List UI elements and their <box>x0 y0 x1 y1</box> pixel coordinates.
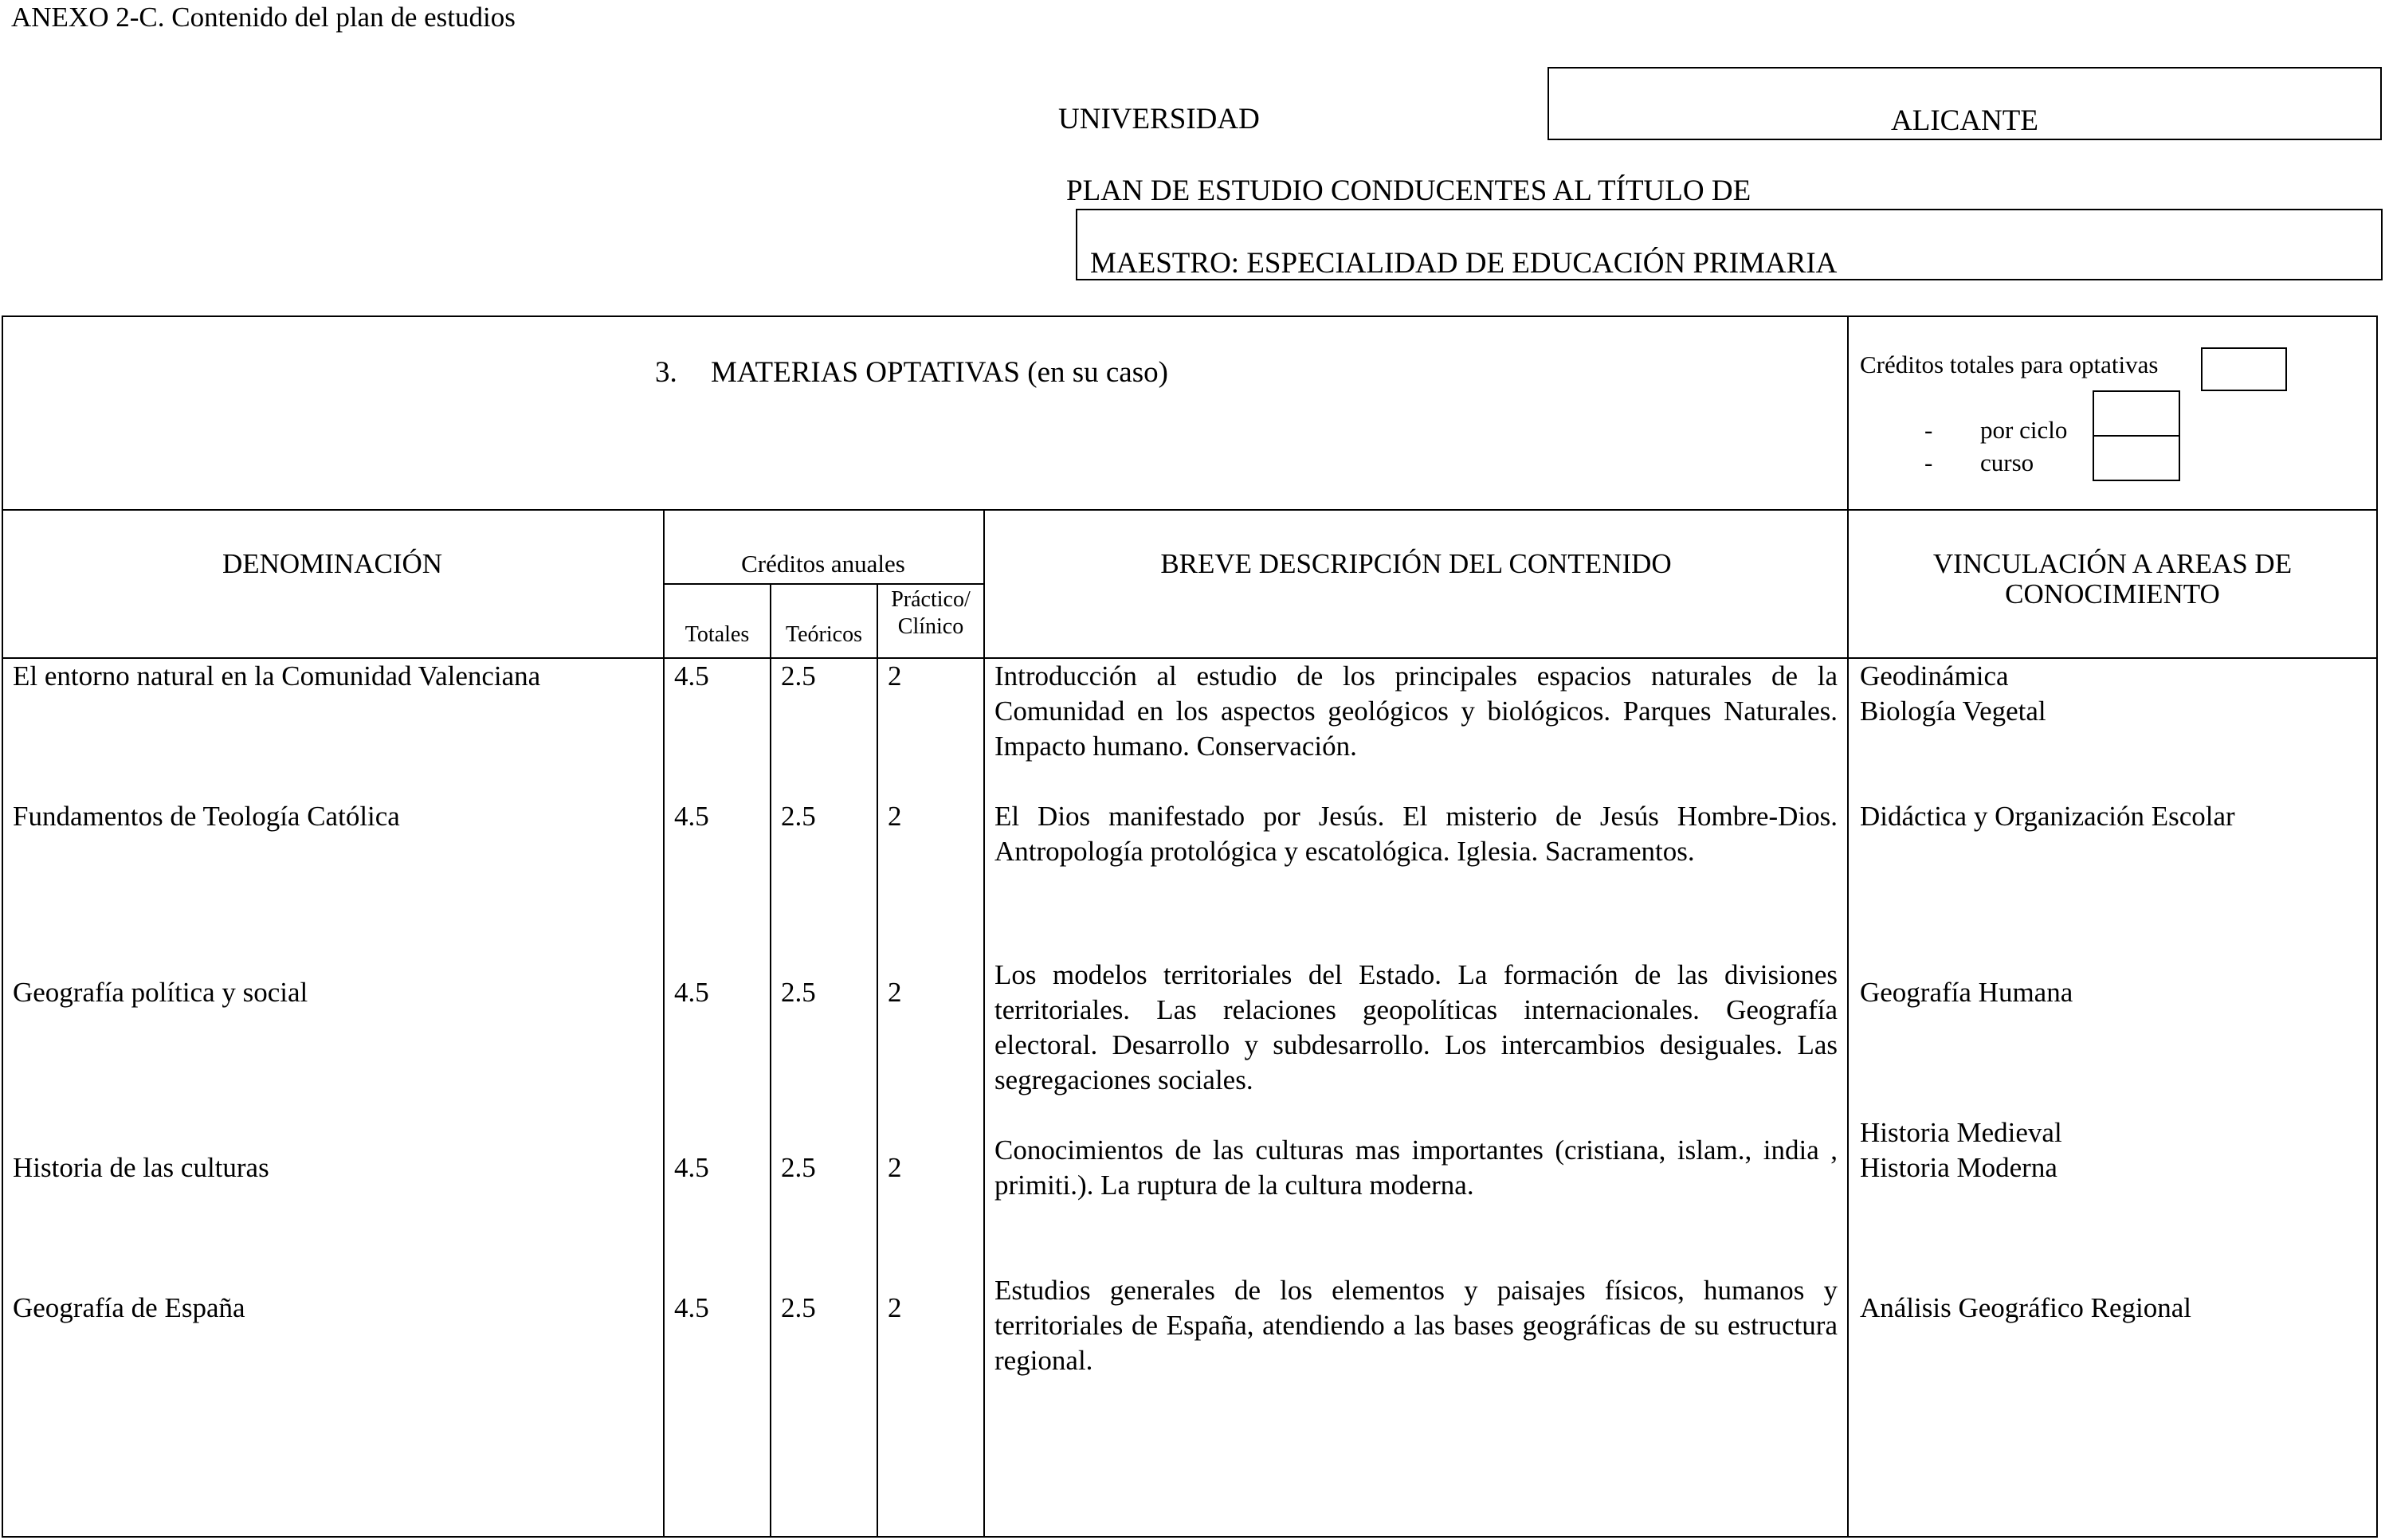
dash-por-ciclo: - <box>1924 416 1933 444</box>
creditos-subheader-line <box>663 583 983 585</box>
row-4-area-2: Historia Moderna <box>1860 1152 2057 1183</box>
col-creditos-anuales: Créditos anuales <box>741 550 905 578</box>
col-vinculacion-1: VINCULACIÓN A AREAS DE <box>1932 548 2293 579</box>
row-5-denominacion: Geografía de España <box>13 1292 245 1323</box>
row-2-teoricos: 2.5 <box>781 801 816 832</box>
row-2-totales: 4.5 <box>674 801 709 832</box>
annex-title: ANEXO 2-C. Contenido del plan de estudios <box>11 2 516 33</box>
university-box <box>1548 67 2382 140</box>
row-4-descripcion: Conocimientos de las culturas mas importantes (cristiana, islam., india , primiti.). La ruptura de la cultura moderna. <box>994 1134 1838 1201</box>
plan-title-value: MAESTRO: ESPECIALIDAD DE EDUCACIÓN PRIMARIA <box>1090 247 1838 280</box>
row-1-practico: 2 <box>888 660 902 692</box>
row-4-teoricos: 2.5 <box>781 1152 816 1183</box>
creditos-totales-label: Créditos totales para optativas <box>1860 351 2159 378</box>
por-ciclo-label: por ciclo <box>1980 416 2068 444</box>
dash-curso: - <box>1924 449 1933 476</box>
totales-divider <box>663 509 665 1538</box>
row-3-practico: 2 <box>888 977 902 1008</box>
row-5-totales: 4.5 <box>674 1292 709 1323</box>
row-1-descripcion: Introducción al estudio de los principales espacios naturales de la Comunidad en los aspectos geológicos y biológicos. Parques Naturales. Impacto humano. Conservación. <box>994 660 1838 762</box>
section-number: 3. <box>655 356 677 389</box>
row-2-denominacion: Fundamentos de Teología Católica <box>13 801 400 832</box>
col-denominacion: DENOMINACIÓN <box>222 548 443 579</box>
vinculacion-divider <box>1847 315 1849 1538</box>
plan-label: PLAN DE ESTUDIO CONDUCENTES AL TÍTULO DE <box>1066 174 1751 207</box>
row-5-area-1: Análisis Geográfico Regional <box>1860 1292 2192 1323</box>
row-4-totales: 4.5 <box>674 1152 709 1183</box>
row-1-area-2: Biología Vegetal <box>1860 696 2046 727</box>
curso-field <box>2093 435 2180 481</box>
row-2-area-1: Didáctica y Organización Escolar <box>1860 801 2235 832</box>
row-4-practico: 2 <box>888 1152 902 1183</box>
header-divider <box>2 509 2378 511</box>
teoricos-divider <box>770 583 771 1538</box>
row-4-area-1: Historia Medieval <box>1860 1117 2062 1148</box>
row-3-denominacion: Geografía política y social <box>13 977 308 1008</box>
row-3-teoricos: 2.5 <box>781 977 816 1008</box>
col-teoricos: Teóricos <box>785 622 862 647</box>
row-3-totales: 4.5 <box>674 977 709 1008</box>
row-3-descripcion: Los modelos territoriales del Estado. La formación de las divisiones territoriales. Las relaciones geopolíticas internacionales. Geografía electoral. Desarrollo y subdesarrollo. Los intercambios desiguales. Las segregaciones sociales. <box>994 959 1838 1095</box>
row-5-descripcion: Estudios generales de los elementos y paisajes físicos, humanos y territoriales de España, atendiendo a las bases geográficas de su estructura regional. <box>994 1275 1838 1376</box>
col-vinculacion-2: CONOCIMIENTO <box>2005 578 2220 609</box>
row-3-area-1: Geografía Humana <box>1860 977 2073 1008</box>
university-value: ALICANTE <box>1891 104 2038 137</box>
col-descripcion: BREVE DESCRIPCIÓN DEL CONTENIDO <box>1160 548 1672 579</box>
row-4-denominacion: Historia de las culturas <box>13 1152 269 1183</box>
por-ciclo-field <box>2093 390 2180 437</box>
row-5-practico: 2 <box>888 1292 902 1323</box>
row-1-area-1: Geodinámica <box>1860 660 2009 692</box>
section-title: MATERIAS OPTATIVAS (en su caso) <box>711 356 1168 389</box>
row-1-totales: 4.5 <box>674 660 709 692</box>
practico-divider <box>877 583 878 1538</box>
row-1-teoricos: 2.5 <box>781 660 816 692</box>
university-label: UNIVERSIDAD <box>1058 103 1260 135</box>
col-practico-2: Clínico <box>897 614 964 639</box>
col-practico-1: Práctico/ <box>891 587 971 612</box>
descripcion-divider <box>983 509 985 1538</box>
creditos-totales-field <box>2201 347 2287 391</box>
row-2-practico: 2 <box>888 801 902 832</box>
curso-label: curso <box>1980 449 2034 476</box>
row-2-descripcion: El Dios manifestado por Jesús. El misterio de Jesús Hombre-Dios. Antropología protológica y escatológica. Iglesia. Sacramentos. <box>994 801 1838 867</box>
plan-title-box <box>1076 209 2383 280</box>
col-totales: Totales <box>685 622 750 647</box>
row-5-teoricos: 2.5 <box>781 1292 816 1323</box>
row-1-denominacion: El entorno natural en la Comunidad Valenciana <box>13 660 541 692</box>
